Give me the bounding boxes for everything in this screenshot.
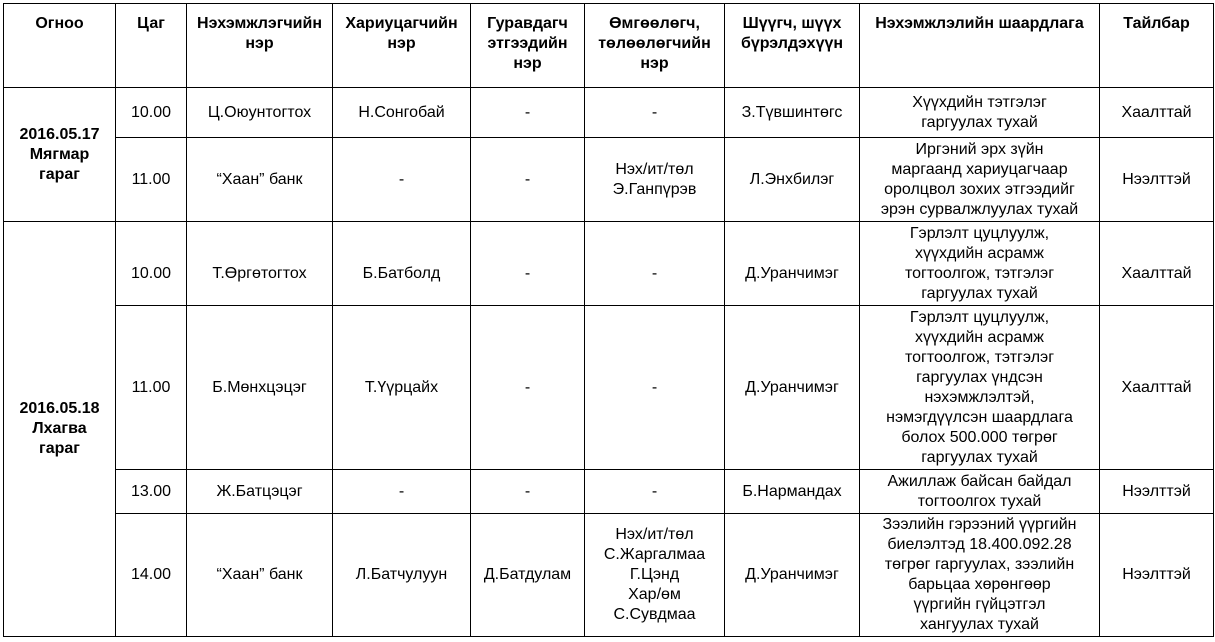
defendant-cell: Т.Үүрцайх <box>333 306 471 470</box>
third-party-cell: - <box>471 222 585 306</box>
claim-cell <box>860 138 1100 222</box>
third-party-cell: - <box>471 470 585 514</box>
claim-cell <box>860 88 1100 138</box>
claim-line: Иргэний эрх зүйн <box>915 140 1044 158</box>
date-weekday: Лхагва <box>32 420 87 437</box>
time-cell: 10.00 <box>116 88 187 138</box>
claim-line: оролцвол зохих этгээдийг <box>884 180 1075 198</box>
court-schedule-table <box>3 3 1214 637</box>
plaintiff-cell: Б.Мөнхцэцэг <box>187 306 333 470</box>
claim-cell <box>860 222 1100 306</box>
judge-cell: З.Түвшинтөгс <box>725 88 860 138</box>
third-party-cell: - <box>471 88 585 138</box>
date-suffix: гараг <box>39 165 80 183</box>
column-header-time: Цаг <box>116 4 187 88</box>
column-header-plaintiff: Нэхэмжлэгчийн нэр <box>187 4 333 88</box>
claim-line: тогтоолгох тухай <box>917 492 1042 510</box>
claim-line: нэмэгдүүлсэн шаардлага <box>886 408 1073 426</box>
column-header-claim: Нэхэмжлэлийн шаардлага <box>860 4 1100 88</box>
claim-line: Зээлийн гэрээний үүргийн <box>882 516 1077 533</box>
claim-line: барьцаа хөрөнгөөр <box>908 576 1051 593</box>
table-row <box>4 470 1214 514</box>
plaintiff-cell: Т.Өргөтогтох <box>187 222 333 306</box>
claim-line: хүүхдийн асрамж <box>915 244 1044 262</box>
defendant-cell: Н.Сонгобай <box>333 88 471 138</box>
advocate-line: С.Сувдмаа <box>613 606 696 623</box>
date-weekday: Мягмар <box>29 145 90 163</box>
advocate-line: Нэх/ит/төл <box>615 526 694 543</box>
column-header-date: Огноо <box>4 4 116 88</box>
claim-line: гаргуулах үндсэн <box>916 368 1043 386</box>
table-row <box>4 88 1214 138</box>
time-cell: 10.00 <box>116 222 187 306</box>
defendant-cell: - <box>333 138 471 222</box>
claim-line: хүүхдийн асрамж <box>915 328 1044 346</box>
column-header-third-party: Гуравдагч этгээдийн нэр <box>471 4 585 88</box>
claim-line: гаргуулах тухай <box>921 284 1038 302</box>
advocate-cell <box>585 470 725 514</box>
claim-line: Ажиллаж байсан байдал <box>887 472 1072 490</box>
claim-line: төгрөг гаргуулах, зээлийн <box>884 556 1075 573</box>
claim-line: гаргуулах тухай <box>921 113 1038 131</box>
time-cell: 11.00 <box>116 138 187 222</box>
plaintiff-cell: “Хаан” банк <box>187 138 333 222</box>
claim-line: маргаанд хариуцагчаар <box>891 160 1068 178</box>
claim-line: нэхэмжлэлтэй, <box>924 388 1035 406</box>
column-header-judge: Шүүгч, шүүх бүрэлдэхүүн <box>725 4 860 88</box>
claim-line: тогтоолгож, тэтгэлэг <box>904 264 1055 282</box>
claim-line: Гэрлэлт цуцлуулж, <box>909 224 1050 242</box>
defendant-cell: - <box>333 470 471 514</box>
claim-cell <box>860 514 1100 637</box>
note-cell: Хаалттай <box>1100 222 1214 306</box>
header-row <box>4 4 1214 88</box>
note-cell: Нээлттэй <box>1100 138 1214 222</box>
third-party-cell: Д.Батдулам <box>471 514 585 637</box>
advocate-line: Г.Цэнд <box>629 566 680 583</box>
advocate-line: - <box>651 378 658 396</box>
claim-line: Гэрлэлт цуцлуулж, <box>909 308 1050 326</box>
note-cell: Хаалттай <box>1100 306 1214 470</box>
note-cell: Нээлттэй <box>1100 470 1214 514</box>
advocate-cell <box>585 514 725 637</box>
plaintiff-cell: “Хаан” банк <box>187 514 333 637</box>
advocate-cell <box>585 306 725 470</box>
time-cell: 11.00 <box>116 306 187 470</box>
note-cell: Хаалттай <box>1100 88 1214 138</box>
table-row <box>4 306 1214 470</box>
claim-cell <box>860 470 1100 514</box>
judge-cell: Д.Уранчимэг <box>725 222 860 306</box>
claim-line: эрэн сурвалжлуулах тухай <box>880 200 1079 218</box>
defendant-cell: Л.Батчулуун <box>333 514 471 637</box>
judge-cell: Б.Нармандах <box>725 470 860 514</box>
claim-line: хангуулах тухай <box>920 616 1039 633</box>
third-party-cell: - <box>471 306 585 470</box>
advocate-cell <box>585 138 725 222</box>
claim-line: болох 500.000 төгрөг <box>901 428 1058 446</box>
time-cell: 13.00 <box>116 470 187 514</box>
date-value: 2016.05.17 <box>19 125 100 143</box>
column-header-defendant: Хариуцагчийн нэр <box>333 4 471 88</box>
advocate-line: Э.Ганпүрэв <box>612 180 697 198</box>
note-cell: Нээлттэй <box>1100 514 1214 637</box>
date-cell <box>4 88 116 222</box>
advocate-line: С.Жаргалмаа <box>603 546 706 563</box>
claim-line: биелэлтэд 18.400.092.28 <box>887 536 1072 553</box>
date-value: 2016.05.18 <box>19 400 100 417</box>
column-header-note: Тайлбар <box>1100 4 1214 88</box>
advocate-cell <box>585 222 725 306</box>
plaintiff-cell: Ц.Оюунтогтох <box>187 88 333 138</box>
advocate-line: - <box>651 264 658 282</box>
time-cell: 14.00 <box>116 514 187 637</box>
advocate-line: - <box>651 103 658 121</box>
advocate-line: - <box>651 483 658 500</box>
claim-cell <box>860 306 1100 470</box>
table-row <box>4 514 1214 637</box>
advocate-line: Хар/өм <box>628 586 681 603</box>
defendant-cell: Б.Батболд <box>333 222 471 306</box>
claim-line: Хүүхдийн тэтгэлэг <box>912 93 1047 111</box>
advocate-line: Нэх/ит/төл <box>615 160 694 178</box>
column-header-advocate: Өмгөөлөгч, төлөөлөгчийн нэр <box>585 4 725 88</box>
judge-cell: Л.Энхбилэг <box>725 138 860 222</box>
advocate-cell <box>585 88 725 138</box>
claim-line: гаргуулах тухай <box>921 448 1038 466</box>
plaintiff-cell: Ж.Батцэцэг <box>187 470 333 514</box>
claim-line: үүргийн гүйцэтгэл <box>913 596 1046 613</box>
date-suffix: гараг <box>39 440 80 457</box>
date-cell <box>4 222 116 637</box>
table-row <box>4 138 1214 222</box>
judge-cell: Д.Уранчимэг <box>725 514 860 637</box>
table-row <box>4 222 1214 306</box>
claim-line: тогтоолгож, тэтгэлэг <box>904 348 1055 366</box>
judge-cell: Д.Уранчимэг <box>725 306 860 470</box>
third-party-cell: - <box>471 138 585 222</box>
